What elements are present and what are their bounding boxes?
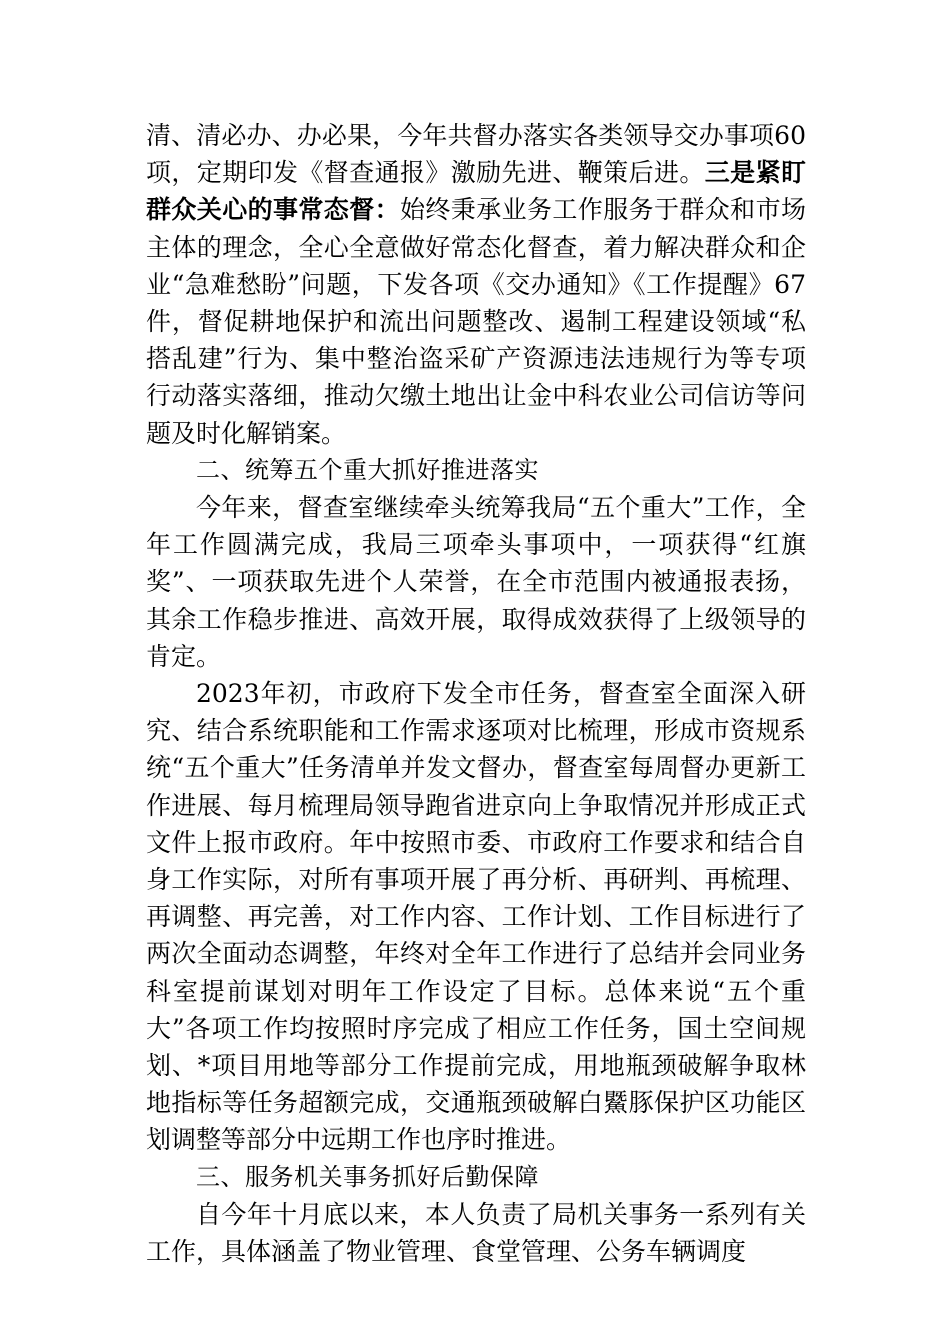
bold-lead-phrase: 三是紧盯群众关心的事常态督：: [146, 158, 806, 225]
section-2-paragraph-1: 今年来，督查室继续牵头统筹我局“五个重大”工作，全年工作圆满完成，我局三项牵头事项中，一项获得“红旗奖”、一项获取先进个人荣誉，在全市范围内被通报表扬，其余工作稳步推进、高效开展，取得成效获得了上级领导的肯定。: [146, 493, 806, 671]
paragraph-text-part-a: 清、清必办、办必果，今年共督办落实各类领导交办事项60项，定期印发《督查通报》激励先进、鞭策后进。: [146, 121, 806, 188]
section-3-paragraph-1: 自今年十月底以来，本人负责了局机关事务一系列有关工作，具体涵盖了物业管理、食堂管理、公务车辆调度: [146, 1199, 806, 1267]
section-heading-3: 三、服务机关事务抓好后勤保障: [196, 1162, 539, 1191]
section-heading-2: 二、统筹五个重大抓好推进落实: [196, 455, 539, 484]
paragraph-text-part-b: 始终秉承业务工作服务于群众和市场主体的理念，全心全意做好常态化督查，着力解决群众和企业“急难愁盼”问题，下发各项《交办通知》《工作提醒》67件，督促耕地保护和流出问题整改、遏制工程建设领域“私搭乱建”行为、集中整治盗采矿产资源违法违规行为等专项行动落实落细，推动欠缴土地出让金中科农业公司信访等问题及时化解销案。: [146, 195, 806, 448]
continued-paragraph: [146, 117, 806, 452]
section-2-paragraph-2: 2023年初，市政府下发全市任务，督查室全面深入研究、结合系统职能和工作需求逐项对比梳理，形成市资规系统“五个重大”任务清单并发文督办，督查室每周督办更新工作进展、每月梳理局领导跑省进京向上争取情况并形成正式文件上报市政府。年中按照市委、市政府工作要求和结合自身工作实际，对所有事项开展了再分析、再研判、再梳理、再调整、再完善，对工作内容、工作计划、工作目标进行了两次全面动态调整，年终对全年工作进行了总结并会同业务科室提前谋划对明年工作设定了目标。总体来说“五个重大”各项工作均按照时序完成了相应工作任务，国土空间规划、*项目用地等部分工作提前完成，用地瓶颈破解争取林地指标等任务超额完成，交通瓶颈破解白鱀豚保护区功能区划调整等部分中远期工作也序时推进。: [146, 679, 806, 1155]
document-body: [146, 117, 806, 1270]
